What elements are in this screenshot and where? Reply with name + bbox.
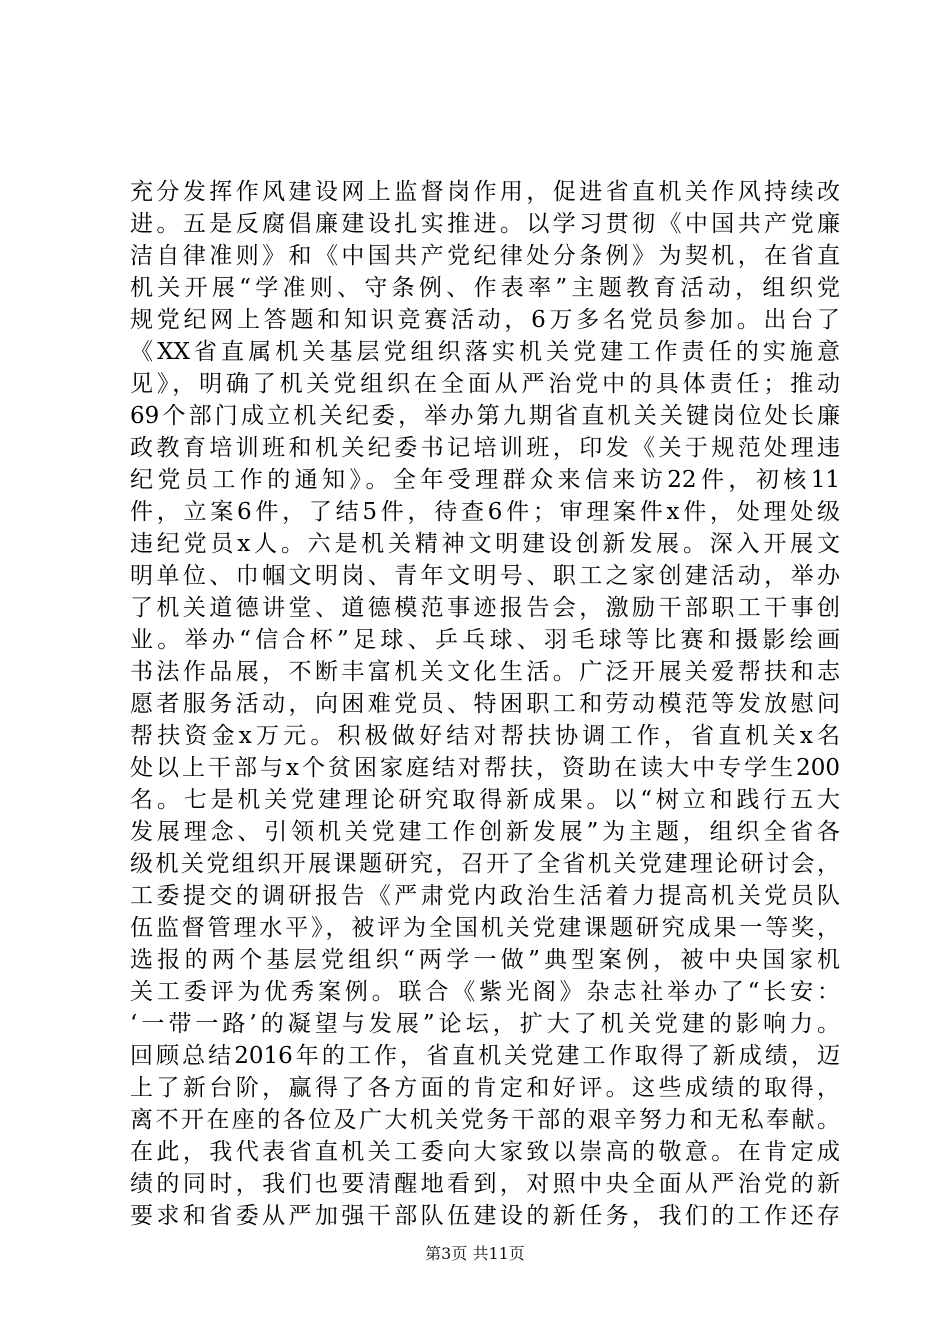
- text-line: 要求和省委从严加强干部队伍建设的新任务，我们的工作还存: [130, 1203, 840, 1229]
- text-line: 业。举办“信合杯”足球、乒乓球、羽毛球等比赛和摄影绘画: [130, 627, 840, 653]
- text-line: ‘一带一路’的凝望与发展”论坛，扩大了机关党建的影响力。: [130, 1011, 840, 1037]
- text-line: 愿者服务活动，向困难党员、特困职工和劳动模范等发放慰问: [130, 691, 840, 717]
- text-line: 帮扶资金x万元。积极做好结对帮扶协调工作，省直机关x名: [130, 723, 840, 749]
- text-line: 69个部门成立机关纪委，举办第九期省直机关关键岗位处长廉: [130, 403, 840, 429]
- body-text: [130, 176, 840, 1232]
- text-line: 充分发挥作风建设网上监督岗作用，促进省直机关作风持续改: [130, 179, 840, 205]
- text-line: 见》，明确了机关党组织在全面从严治党中的具体责任；推动: [130, 371, 840, 397]
- text-line: 发展理念、引领机关党建工作创新发展”为主题，组织全省各: [130, 819, 840, 845]
- text-line: 明单位、巾帼文明岗、青年文明号、职工之家创建活动，举办: [130, 563, 840, 589]
- text-line: 在此，我代表省直机关工委向大家致以崇高的敬意。在肯定成: [130, 1139, 840, 1165]
- text-line: 违纪党员x人。六是机关精神文明建设创新发展。深入开展文: [130, 531, 840, 557]
- text-line: 上了新台阶，赢得了各方面的肯定和好评。这些成绩的取得，: [130, 1075, 840, 1101]
- text-line: 回顾总结2016年的工作，省直机关党建工作取得了新成绩，迈: [130, 1043, 840, 1069]
- text-line: 处以上干部与x个贫困家庭结对帮扶，资助在读大中专学生200: [130, 755, 840, 781]
- text-line: 书法作品展，不断丰富机关文化生活。广泛开展关爱帮扶和志: [130, 659, 840, 685]
- text-line: 机关开展“学准则、守条例、作表率”主题教育活动，组织党: [130, 275, 840, 301]
- text-line: 《XX省直属机关基层党组织落实机关党建工作责任的实施意: [130, 339, 840, 365]
- text-line: 绩的同时，我们也要清醒地看到，对照中央全面从严治党的新: [130, 1171, 840, 1197]
- text-line: 了机关道德讲堂、道德模范事迹报告会，激励干部职工干事创: [130, 595, 840, 621]
- text-line: 伍监督管理水平》，被评为全国机关党建课题研究成果一等奖，: [130, 915, 840, 941]
- text-line: 选报的两个基层党组织“两学一做”典型案例，被中央国家机: [130, 947, 840, 973]
- text-line: 工委提交的调研报告《严肃党内政治生活着力提高机关党员队: [130, 883, 840, 909]
- text-line: 进。五是反腐倡廉建设扎实推进。以学习贯彻《中国共产党廉: [130, 211, 840, 237]
- text-line: 政教育培训班和机关纪委书记培训班，印发《关于规范处理违: [130, 435, 840, 461]
- text-line: 级机关党组织开展课题研究，召开了全省机关党建理论研讨会，: [130, 851, 840, 877]
- text-line: 洁自律准则》和《中国共产党纪律处分条例》为契机，在省直: [130, 243, 840, 269]
- text-line: 规党纪网上答题和知识竞赛活动，6万多名党员参加。出台了: [130, 307, 840, 333]
- text-line: 关工委评为优秀案例。联合《紫光阁》杂志社举办了“长安：: [130, 979, 840, 1005]
- text-line: 离不开在座的各位及广大机关党务干部的艰辛努力和无私奉献。: [130, 1107, 840, 1133]
- page-number-footer: 第3页 共11页: [425, 1244, 525, 1263]
- text-line: 纪党员工作的通知》。全年受理群众来信来访22件，初核11: [130, 467, 840, 493]
- text-line: 件，立案6件，了结5件，待查6件；审理案件x件，处理处级: [130, 499, 840, 525]
- text-line: 名。七是机关党建理论研究取得新成果。以“树立和践行五大: [130, 787, 840, 813]
